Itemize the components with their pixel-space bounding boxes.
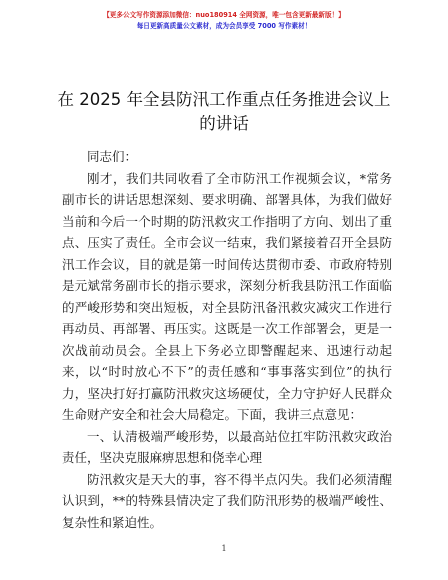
salutation: 同志们： [87, 149, 138, 164]
page-number: 1 [221, 544, 227, 553]
section-heading: 一、认清极端严峻形势，以最高站位扛牢防汛救灾政治责任，坚决克服麻痹思想和侥幸心理 [62, 428, 392, 465]
paragraph: 刚才，我们共同收看了全市防汛工作视频会议，*常务副市长的讲话思想深刻、要求明确、部署具体，为我们做好当前和今后一个时期的防汛救灾工作指明了方向、划出了重点、压实了责任。全市会议一结束，我们紧接着召开全县防汛工作会议，目的就是第一时间传达贯彻市委、市政府特别是元斌常务副市长的指示要求，深刻分析我县防汛工作面临的严峻形势和突出短板，对全县防汛备汛救灾减灾工作进行再动员、再部署、再压实。这既是一次工作部署会，更是一次战前动员会。全县上下务必立即警醒起来、迅速行动起来，以“时时放心不下”的责任感和“事事落实到位”的执行力，坚决打好打赢防汛救灾这场硬仗，全力守护好人民群众生命财产安全和社会大局稳定。下面，我讲三点意见： [62, 170, 392, 422]
document-body [62, 146, 392, 533]
promo-banner-line-2: 每日更新高质量公文素材，成为会员享受 7000 写作素材！ [136, 22, 312, 30]
paragraph: 防汛救灾是天大的事，容不得半点闪失。我们必须清醒认识到，**的特殊县情决定了我们防汛形势的极端严峻性、复杂性和紧迫性。 [62, 471, 392, 530]
promo-banner [0, 10, 448, 32]
promo-banner-line-1: 【更多公文写作资源添加微信：nuo180914 全网资源，唯一包含更新最新版！】 [103, 11, 345, 19]
document-title: 在 2025 年全县防汛工作重点任务推进会议上的讲话 [57, 90, 391, 133]
